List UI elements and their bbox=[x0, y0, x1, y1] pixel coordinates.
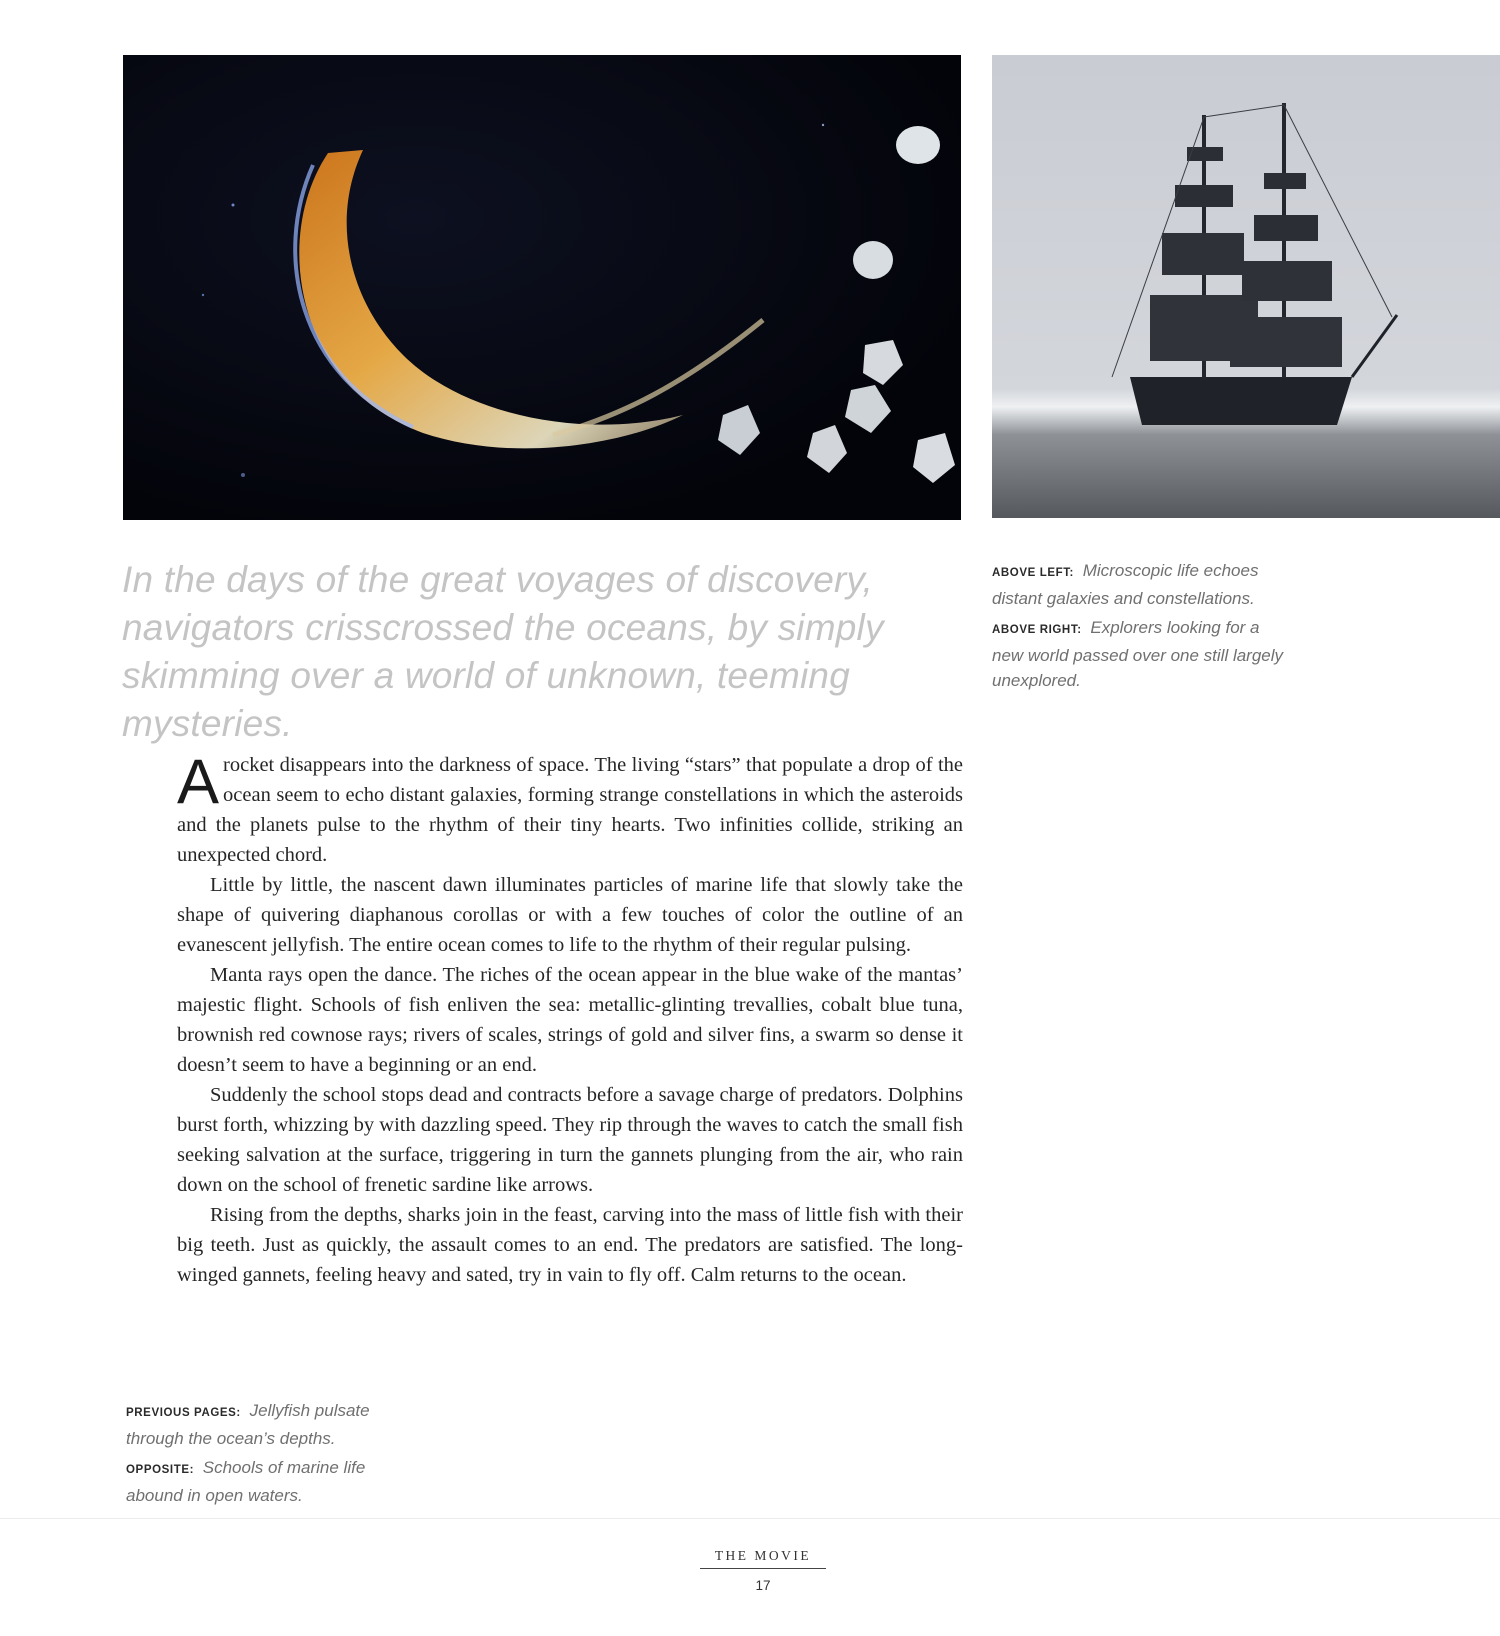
body-paragraph: Manta rays open the dance. The riches of the ocean appear in the blue wake of the mantas’ majestic flight. Schools of fish enliven the sea: metallic-glinting trevallies, cobalt blue tuna, brownish red cownose rays; rivers of scales, strings of gold and silver fins, a swarm so dense it doesn’t seem to have a beginning or an end. bbox=[177, 964, 963, 1076]
caption-text: Schools of marine life abound in open waters. bbox=[126, 1458, 366, 1505]
caption-label: OPPOSITE: bbox=[126, 1464, 195, 1476]
body-paragraph-text: rocket disappears into the darkness of space. The living “stars” that populate a drop of the ocean seem to echo distant galaxies, forming strange constellations in which the asteroids and the planets pulse to the rhythm of their tiny hearts. Two infinities collide, striking an unexpected chord. bbox=[177, 754, 963, 866]
caption-label: PREVIOUS PAGES: bbox=[126, 1407, 241, 1419]
caption-entry bbox=[126, 1398, 396, 1451]
caption-text: Microscopic life echoes distant galaxies and constellations. bbox=[992, 561, 1259, 608]
caption-photos-above bbox=[992, 558, 1292, 697]
photo-sailing-ship-image bbox=[992, 55, 1500, 518]
photo-sailing-ship bbox=[992, 55, 1500, 518]
caption-text: Jellyfish pulsate through the ocean’s depths. bbox=[126, 1401, 370, 1448]
body-paragraph: Little by little, the nascent dawn illuminates particles of marine life that slowly take the shape of quivering diaphanous corollas or with a few touches of color the outline of an evanescent jellyfish. The entire ocean comes to life to the rhythm of their regular pulsing. bbox=[177, 874, 963, 956]
body-text bbox=[177, 747, 963, 1290]
photo-microscopic-life-image bbox=[123, 55, 961, 520]
caption-entry bbox=[126, 1455, 396, 1508]
drop-cap: A bbox=[177, 747, 220, 817]
caption-entry bbox=[992, 558, 1292, 611]
body-paragraph: Suddenly the school stops dead and contracts before a savage charge of predators. Dolphins burst forth, whizzing by with dazzling speed. They rip through the waves to catch the small fish seeking salvation at the surface, triggering in turn the gannets plunging from the air, who rain down on the school of frenetic sardine like arrows. bbox=[177, 1084, 963, 1196]
body-paragraph: Rising from the depths, sharks join in the feast, carving into the mass of little fish with their big teeth. Just as quickly, the assault comes to an end. The predators are satisfied. The long-winged gannets, feeling heavy and sated, try in vain to fly off. Calm returns to the ocean. bbox=[177, 1204, 963, 1286]
caption-entry bbox=[992, 615, 1292, 693]
caption-text: Explorers looking for a new world passed over one still largely unexplored. bbox=[992, 618, 1284, 690]
pull-quote: In the days of the great voyages of discovery, navigators crisscrossed the oceans, by simply skimming over a world of unknown, teeming mysteries. bbox=[122, 559, 884, 744]
caption-other-pages bbox=[126, 1398, 396, 1512]
photo-microscopic-life bbox=[123, 55, 961, 520]
footer-divider bbox=[0, 1518, 1500, 1519]
body-paragraph bbox=[177, 747, 963, 870]
caption-label: ABOVE RIGHT: bbox=[992, 624, 1082, 636]
running-head: THE MOVIE bbox=[700, 1548, 826, 1569]
caption-label: ABOVE LEFT: bbox=[992, 567, 1074, 579]
page-number: 17 bbox=[755, 1578, 771, 1593]
